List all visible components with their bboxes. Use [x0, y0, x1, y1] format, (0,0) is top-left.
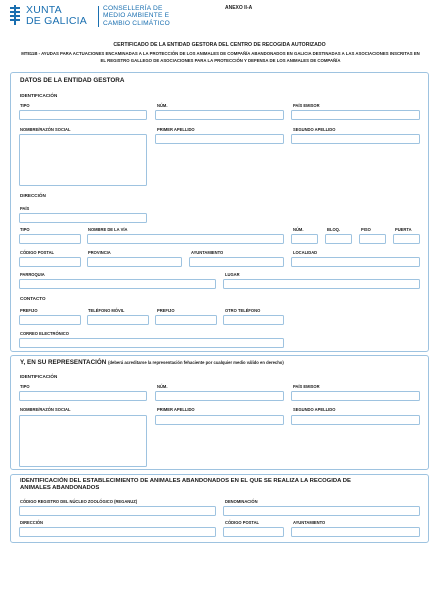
num-rep-field[interactable] [155, 391, 284, 401]
label-codigo-postal-est: CÓDIGO POSTAL [225, 520, 260, 525]
segundo-apellido-field[interactable] [291, 134, 420, 144]
label-codigo-registro: CÓDIGO REGISTRO DEL NÚCLEO ZOOLÓGICO (REGANUZ) [20, 499, 138, 504]
direccion-est-field[interactable] [19, 527, 216, 537]
label-telefono-movil: TELÉFONO MÓVIL [88, 308, 125, 313]
group-title-contacto: CONTACTO [20, 296, 46, 301]
piso-field[interactable] [359, 234, 386, 244]
puerta-field[interactable] [393, 234, 420, 244]
nombre-field[interactable] [19, 134, 147, 186]
parroquia-field[interactable] [19, 279, 216, 289]
label-num-rep: NÚM. [157, 384, 168, 389]
group-title-identificacion: IDENTIFICACIÓN [20, 93, 58, 98]
ayuntamiento-field[interactable] [189, 257, 284, 267]
label-num: NÚM. [157, 103, 168, 108]
label-correo: CORREO ELECTRÓNICO [20, 331, 69, 336]
primer-apellido-field[interactable] [155, 134, 284, 144]
tipo-field[interactable] [19, 110, 147, 120]
label-tipo: TIPO [20, 103, 30, 108]
document-title: CERTIFICADO DE LA ENTIDAD GESTORA DEL CENTRO DE RECOGIDA AUTORIZADO [113, 42, 326, 48]
pais-emisor-rep-field[interactable] [291, 391, 420, 401]
pais-field[interactable] [19, 213, 147, 223]
label-piso: PISO [361, 227, 371, 232]
establecimiento-title-line-2: ANIMALES ABANDONADOS [20, 485, 100, 491]
codigo-postal-est-field[interactable] [223, 527, 284, 537]
label-segundo-apellido: SEGUNDO APELLIDO [293, 127, 336, 132]
label-num-via: NÚM. [293, 227, 304, 232]
primer-apellido-rep-field[interactable] [155, 415, 284, 425]
label-provincia: PROVINCIA [88, 250, 111, 255]
logo-line-1: XUNTA [26, 4, 62, 16]
label-pais-emisor: PAÍS EMISOR [293, 103, 320, 108]
label-nombre: NOMBRE/RAZÓN SOCIAL [20, 127, 71, 132]
num-via-field[interactable] [291, 234, 318, 244]
label-prefijo-2: PREFIJO [157, 308, 175, 313]
group-title-direccion: DIRECCIÓN [20, 193, 46, 198]
provincia-field[interactable] [87, 257, 182, 267]
logo-name [26, 5, 96, 27]
department-name [103, 5, 193, 27]
label-segundo-apellido-rep: SEGUNDO APELLIDO [293, 407, 336, 412]
codigo-postal-field[interactable] [19, 257, 81, 267]
label-direccion-est: DIRECCIÓN [20, 520, 43, 525]
label-ayuntamiento-est: AYUNTAMIENTO [293, 520, 326, 525]
group-title-identificacion-rep: IDENTIFICACIÓN [20, 374, 58, 379]
bloq-field[interactable] [325, 234, 352, 244]
tipo-via-field[interactable] [19, 234, 81, 244]
anexo-label: ANEXO II-A [225, 5, 253, 11]
label-denominacion: DENOMINACIÓN [225, 499, 258, 504]
representacion-title: Y, EN SU REPRESENTACIÓN [20, 359, 107, 366]
establecimiento-title-line-1: IDENTIFICACIÓN DEL ESTABLECIMIENTO DE ANIMALES ABANDONADOS EN EL QUE SE REALIZA LA RECOGIDA DE [20, 478, 351, 484]
label-lugar: LUGAR [225, 272, 240, 277]
label-pais: PAÍS [20, 206, 30, 211]
logo-line-2: DE GALICIA [26, 15, 87, 27]
prefijo-field[interactable] [19, 315, 81, 325]
section-title-establecimiento [20, 478, 351, 492]
label-tipo-rep: TIPO [20, 384, 30, 389]
document-subtitle: MT811B - AYUDAS PARA ACTUACIONES ENCAMINADAS A LA PROTECCIÓN DE LOS ANIMALES DE COMPAÑÍA ABANDONADOS EN GALICIA DESTINADAS A LAS ASOCIACIONES INSCRITAS EN EL REGISTRO GALLEGO DE ASOCIACIONES PARA LA PROTECCIÓN Y DEFENSA DE LOS ANIMALES DE COMPAÑÍA [21, 51, 420, 63]
dept-line-1: CONSELLERÍA DE [103, 5, 163, 12]
denominacion-field[interactable] [223, 506, 420, 516]
label-nombre-rep: NOMBRE/RAZÓN SOCIAL [20, 407, 71, 412]
label-localidad: LOCALIDAD [293, 250, 318, 255]
codigo-registro-field[interactable] [19, 506, 216, 516]
label-puerta: PUERTA [395, 227, 412, 232]
dept-line-2: MEDIO AMBIENTE E [103, 12, 170, 20]
label-prefijo: PREFIJO [20, 308, 38, 313]
label-tipo-via: TIPO [20, 227, 30, 232]
label-parroquia: PARROQUIA [20, 272, 45, 277]
prefijo-2-field[interactable] [155, 315, 217, 325]
section-title-representacion [20, 359, 284, 366]
label-otro-telefono: OTRO TELÉFONO [225, 308, 261, 313]
correo-field[interactable] [19, 338, 284, 348]
segundo-apellido-rep-field[interactable] [291, 415, 420, 425]
num-field[interactable] [155, 110, 284, 120]
label-codigo-postal: CÓDIGO POSTAL [20, 250, 55, 255]
pais-emisor-field[interactable] [291, 110, 420, 120]
tipo-rep-field[interactable] [19, 391, 147, 401]
nombre-rep-field[interactable] [19, 415, 147, 467]
localidad-field[interactable] [291, 257, 420, 267]
otro-telefono-field[interactable] [223, 315, 284, 325]
dept-line-3: CAMBIO CLIMÁTICO [103, 19, 170, 27]
lugar-field[interactable] [223, 279, 420, 289]
nombre-via-field[interactable] [87, 234, 284, 244]
xunta-logo [10, 5, 180, 29]
section-title: DATOS DE LA ENTIDAD GESTORA [20, 77, 125, 84]
representacion-note: (deberá acreditarse la representación fehaciente por cualquier medio válido en derecho) [108, 360, 284, 365]
telefono-movil-field[interactable] [87, 315, 149, 325]
label-primer-apellido-rep: PRIMER APELLIDO [157, 407, 195, 412]
label-pais-emisor-rep: PAÍS EMISOR [293, 384, 320, 389]
label-nombre-via: NOMBRE DE LA VÍA [88, 227, 128, 232]
xunta-emblem-icon [10, 5, 20, 27]
label-primer-apellido: PRIMER APELLIDO [157, 127, 195, 132]
label-bloq: BLOQ. [327, 227, 340, 232]
logo-divider [98, 6, 99, 27]
label-ayuntamiento: AYUNTAMIENTO [191, 250, 224, 255]
ayuntamiento-est-field[interactable] [291, 527, 420, 537]
